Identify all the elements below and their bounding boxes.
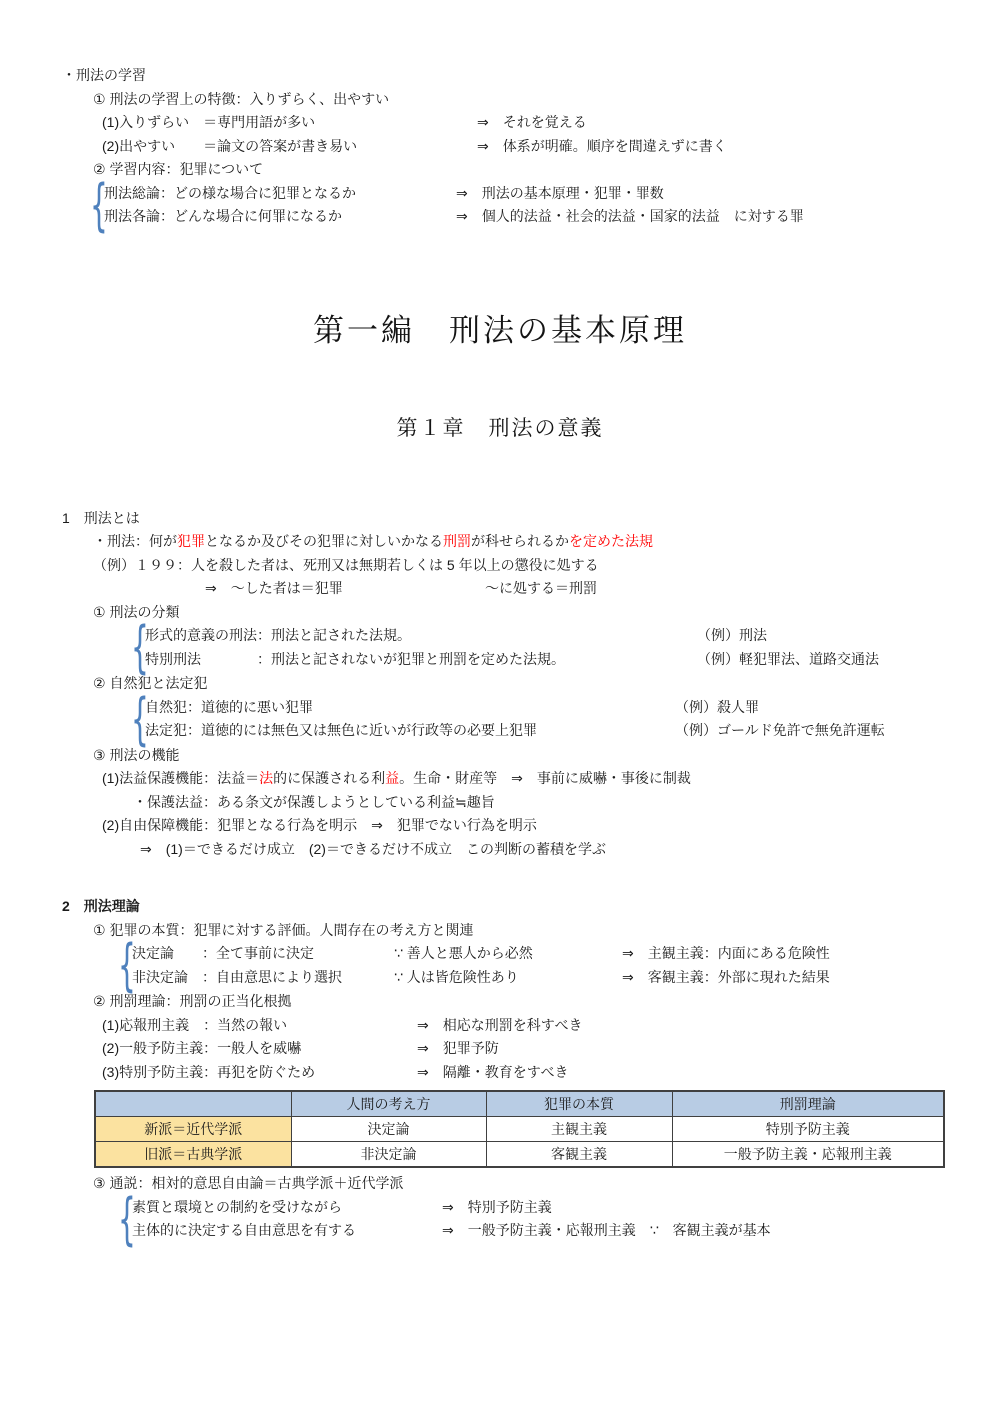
text-line: [102, 111, 1000, 135]
brace-lines: [132, 942, 1000, 990]
text-line: [93, 744, 1000, 768]
part-title: 第一編 刑法の基本原理: [313, 312, 687, 348]
text-line: [205, 577, 1000, 601]
text-line: [132, 1196, 1000, 1220]
table-data-cell: 非決定論: [291, 1142, 486, 1168]
table-header-cell: 刑罰理論: [672, 1091, 944, 1117]
table-row: [95, 1117, 944, 1142]
text-line: [93, 88, 1000, 112]
brace-lines: [145, 696, 1000, 744]
text-segment: ⇒ 特別予防主義: [442, 1198, 552, 1215]
text-segment: (2)出やすい ＝論文の答案が書き易い: [102, 137, 358, 154]
brace-lines: [132, 1196, 1000, 1244]
text-line: [145, 648, 1000, 672]
brace-icon: {: [118, 1186, 136, 1252]
text-segment: 法定犯：道徳的には無色又は無色に近いが行政等の必要上犯罪: [145, 722, 537, 738]
text-segment: ⇒ 体系が明確。順序を間違えずに書く: [477, 137, 727, 154]
text-segment: ③ 刑法の機能: [93, 746, 180, 763]
highlighted-text: 犯罪: [177, 533, 205, 549]
brace-group: [118, 1186, 1000, 1252]
brace-icon: {: [90, 172, 108, 238]
text-segment: ⇒ 客観主義：外部に現れた結果: [622, 968, 830, 985]
text-segment: ・刑法の学習: [62, 67, 146, 83]
text-segment: (1)応報刑主義 ：当然の報い: [102, 1016, 288, 1033]
text-segment: 主体的に決定する自由意思を有する: [132, 1222, 356, 1238]
text-line: [104, 205, 1000, 229]
text-segment: （例）１９９：人を殺した者は、死刑又は無期若しくは 5 年以上の懲役に処する: [93, 556, 599, 573]
text-segment: （例）軽犯罪法、道路交通法: [697, 650, 879, 667]
table-data-cell: 一般予防主義・応報刑主義: [672, 1142, 944, 1168]
table-label-cell: 新派＝近代学派: [95, 1117, 291, 1142]
brace-group: [131, 615, 1000, 680]
section-1: [0, 507, 1000, 862]
table-data-cell: 特別予防主義: [672, 1117, 944, 1142]
text-segment: となるか及びその犯罪に対しいかなる: [205, 533, 443, 549]
text-line: [132, 942, 1000, 966]
table-row: [95, 1142, 944, 1168]
chapter-title: 第１章 刑法の意義: [396, 416, 604, 440]
text-line: [145, 719, 1000, 743]
text-segment: ～に処する＝刑罰: [485, 580, 597, 596]
brace-icon: {: [131, 615, 149, 680]
text-segment: 非決定論 ：自由意思により選択: [132, 968, 342, 985]
table-data-cell: 決定論: [291, 1117, 486, 1142]
table-header-cell: 人間の考え方: [291, 1091, 486, 1117]
text-segment: 特別刑法 ：刑法と記されないが犯罪と刑罰を定めた法規。: [145, 650, 565, 667]
text-segment: 自然犯：道徳的に悪い犯罪: [145, 698, 313, 715]
table-label-cell: 旧派＝古典学派: [95, 1142, 291, 1168]
text-segment: (1)法益保護機能：法益＝: [102, 770, 260, 786]
brace-icon: {: [131, 686, 149, 752]
text-segment: ① 刑法の分類: [93, 603, 180, 620]
text-segment: (2)一般予防主義：一般人を威嚇: [102, 1040, 302, 1056]
table-data-cell: 客観主義: [486, 1142, 672, 1168]
text-line: [62, 507, 1000, 531]
text-segment: （例）ゴールド免許で無免許運転: [675, 722, 885, 738]
text-line: [145, 624, 1000, 648]
text-segment: ⇒ 主観主義：内面にある危険性: [622, 945, 830, 961]
text-line: [102, 1061, 1000, 1085]
text-segment: ・保護法益：ある条文が保護しようとしている利益≒趣旨: [133, 793, 495, 810]
text-segment: ② 刑罰理論：刑罰の正当化根拠: [93, 993, 292, 1009]
text-line: [104, 182, 1000, 206]
text-line: [102, 814, 1000, 838]
text-segment: ⇒ 個人的法益・社会的法益・国家的法益 に対する罪: [456, 208, 804, 224]
table-header-cell: 犯罪の本質: [486, 1091, 672, 1117]
text-line: [62, 895, 1000, 919]
brace-icon: {: [118, 933, 136, 998]
text-segment: 形式的意義の刑法：刑法と記された法規。: [145, 627, 411, 643]
text-segment: 。生命・財産等 ⇒ 事前に威嚇・事後に制裁: [399, 770, 691, 786]
text-line: [132, 1219, 1000, 1243]
text-segment: ⇒ 犯罪予防: [417, 1040, 499, 1056]
brace-lines: [104, 182, 1000, 230]
text-segment: ① 刑法の学習上の特徴：入りずらく、出やすい: [93, 90, 390, 107]
text-segment: 刑法総論：どの様な場合に犯罪となるか: [104, 184, 356, 201]
text-segment: 1 刑法とは: [62, 509, 140, 526]
text-segment: ② 学習内容：犯罪について: [93, 161, 264, 177]
comparison-table: [94, 1090, 945, 1168]
text-segment: 素質と環境との制約を受けながら: [132, 1198, 342, 1215]
brace-lines: [145, 624, 1000, 672]
text-line: [93, 601, 1000, 625]
text-segment: ① 犯罪の本質：犯罪に対する評価。人間存在の考え方と関連: [93, 921, 474, 938]
brace-group: [118, 933, 1000, 998]
text-segment: 的に保護される利: [273, 770, 386, 786]
text-segment: (1)入りずらい ＝専門用語が多い: [102, 114, 316, 130]
section-2: [0, 895, 1000, 1252]
text-line: [145, 696, 1000, 720]
text-segment: 2 刑法理論: [62, 898, 140, 914]
text-segment: （例）殺人罪: [675, 698, 759, 715]
text-line: [93, 1172, 1000, 1196]
text-line: [102, 1037, 1000, 1061]
text-line: [93, 158, 1000, 182]
top-notes: [0, 0, 1000, 238]
text-segment: ・刑法：何が: [93, 533, 177, 549]
brace-group: [131, 686, 1000, 752]
text-line: [62, 64, 1000, 88]
text-segment: ⇒ 一般予防主義・応報刑主義 ∵ 客観主義が基本: [442, 1222, 771, 1238]
text-segment: ⇒ それを覚える: [477, 114, 587, 130]
highlighted-text: を定めた法規: [569, 533, 653, 549]
text-segment: ⇒ 相応な刑罰を科すべき: [417, 1016, 583, 1033]
text-segment: ⇒ 隔離・教育をすべき: [417, 1063, 569, 1080]
text-segment: 決定論 ：全て事前に決定: [132, 945, 314, 961]
text-line: [93, 530, 1000, 554]
text-segment: ③ 通説：相対的意思自由論＝古典学派＋近代学派: [93, 1175, 404, 1191]
table-header-cell: [95, 1091, 291, 1117]
text-line: [93, 672, 1000, 696]
text-segment: ⇒ (1)＝できるだけ成立 (2)＝できるだけ不成立 この判断の蓄積を学ぶ: [140, 840, 606, 857]
text-line: [102, 767, 1000, 791]
text-line: [93, 990, 1000, 1014]
text-segment: ② 自然犯と法定犯: [93, 675, 208, 691]
text-segment: （例）刑法: [697, 627, 767, 643]
text-segment: (2)自由保障機能：犯罪となる行為を明示 ⇒ 犯罪でない行為を明示: [102, 817, 537, 833]
highlighted-text: 法: [259, 770, 274, 786]
text-line: [140, 838, 1000, 862]
text-segment: ∵ 善人と悪人から必然: [394, 945, 533, 961]
text-segment: 刑法各論：どんな場合に何罪になるか: [104, 208, 342, 224]
text-segment: ⇒ 刑法の基本原理・犯罪・罪数: [456, 184, 664, 201]
text-line: [132, 966, 1000, 990]
text-line: [93, 919, 1000, 943]
text-segment: ∵ 人は皆危険性あり: [394, 968, 519, 985]
text-segment: ⇒ ～した者は＝犯罪: [205, 580, 343, 596]
text-line: [133, 791, 1000, 815]
table-header-row: [95, 1091, 944, 1117]
text-segment: (3)特別予防主義：再犯を防ぐため: [102, 1063, 316, 1080]
table-data-cell: 主観主義: [486, 1117, 672, 1142]
brace-group: [90, 172, 1000, 238]
text-line: [102, 135, 1000, 159]
highlighted-text: 益: [385, 770, 400, 786]
highlighted-text: 刑罰: [443, 533, 471, 549]
text-line: [93, 554, 1000, 578]
text-segment: が科せられるか: [471, 533, 569, 549]
text-line: [102, 1014, 1000, 1038]
